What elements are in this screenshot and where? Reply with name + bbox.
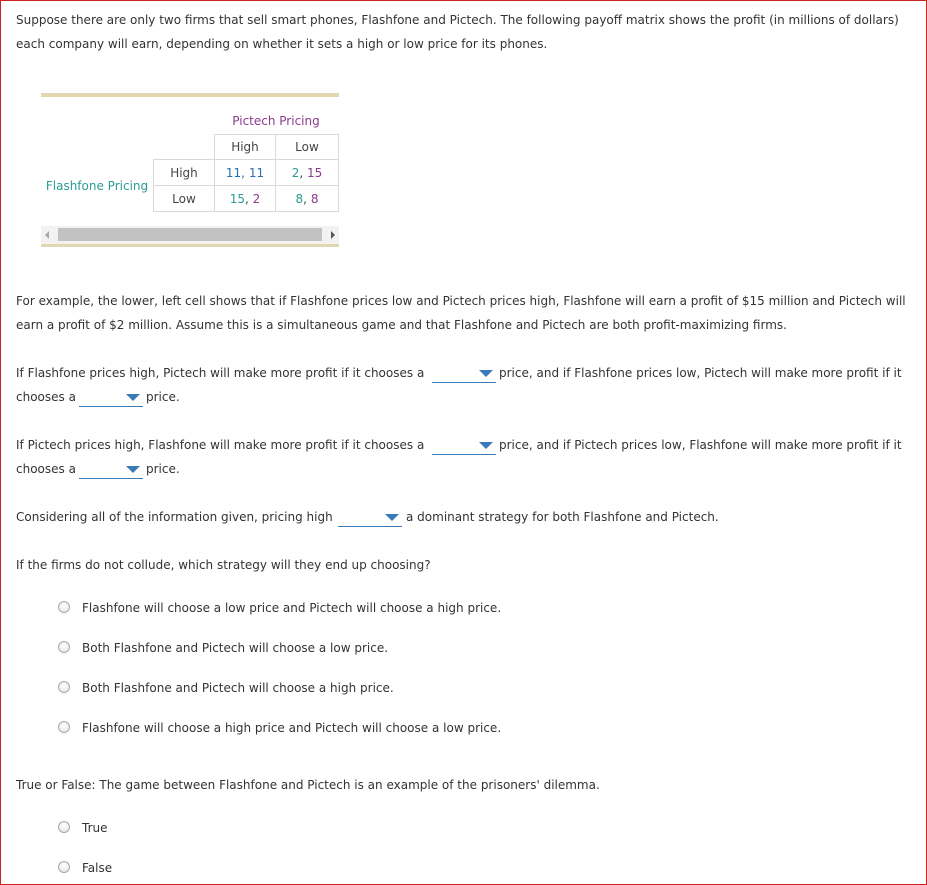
q4-option-3-label[interactable]: Both Flashfone and Pictech will choose a high price. [82,681,394,695]
q4-option-3-radio[interactable] [58,681,70,693]
q4-option-1-label[interactable]: Flashfone will choose a low price and Pictech will choose a high price. [82,601,502,615]
payoff-cell-low-low: 8, 8 [295,192,319,206]
intro-text: Suppose there are only two firms that sell smart phones, Flashfone and Pictech. The following payoff matrix shows the profit (in millions of dollars) each company will earn, depending on whether it sets a high or low price for its phones. [16,13,899,51]
q1-text-a: If Flashfone prices high, Pictech will make more profit if it chooses a [16,366,425,380]
row-header-high: High [170,166,198,180]
example-text: For example, the lower, left cell shows that if Flashfone prices low and Pictech prices high, Flashfone will earn a profit of $15 million and Pictech will earn a profit of $2 million. Assume this is a simultaneous game and that Flashfone and Pictech are both profit-maximizing firms. [16,294,906,332]
q1-text-d: price. [146,390,180,404]
q5-true-label[interactable]: True [82,821,108,835]
q2-text-b: price, and if Pictech prices low, Flashfone will make more profit if it [499,438,902,452]
chevron-down-icon [385,514,399,521]
matrix-bottom-border [41,244,339,247]
q4-option-2-label[interactable]: Both Flashfone and Pictech will choose a low price. [82,641,389,655]
q4-option-2-radio[interactable] [58,641,70,653]
scroll-right-icon[interactable] [331,231,335,239]
col-header-high: High [231,140,259,154]
row-header-low: Low [172,192,196,206]
q5-false-label[interactable]: False [82,861,113,875]
payoff-cell-low-high: 15, 2 [229,192,261,206]
flashfone-payoff: 8 [295,192,304,206]
horizontal-scrollbar[interactable] [41,226,339,244]
pictech-payoff: 15 [307,166,323,180]
q4-option-1-radio[interactable] [58,601,70,613]
q1-text-b: price, and if Flashfone prices low, Pictech will make more profit if it [499,366,902,380]
q1-dropdown-2[interactable] [79,388,143,407]
q3-dropdown[interactable] [338,508,402,527]
chevron-down-icon [126,466,140,473]
q2-text-a: If Pictech prices high, Flashfone will make more profit if it chooses a [16,438,425,452]
q5-false-radio[interactable] [58,861,70,873]
flashfone-payoff: 2 [291,166,300,180]
q4-option-4-label[interactable]: Flashfone will choose a high price and Pictech will choose a low price. [82,721,502,735]
col-header-low: Low [295,140,319,154]
q3-text-b: a dominant strategy for both Flashfone and Pictech. [406,510,719,524]
q2-text-c: chooses a [16,462,76,476]
q2-dropdown-2[interactable] [79,460,143,479]
payoff-cell-high-high: 11, 11 [225,166,265,180]
payoff-cell-high-low: 2, 15 [291,166,323,180]
col-player-label: Pictech Pricing [232,114,320,128]
q5-question: True or False: The game between Flashfone and Pictech is an example of the prisoners' dilemma. [16,778,600,792]
q2-dropdown-1[interactable] [432,436,496,455]
flashfone-payoff: 15 [229,192,245,206]
pictech-payoff: 8 [310,192,319,206]
q4-option-4-radio[interactable] [58,721,70,733]
scrollbar-thumb[interactable] [58,228,322,241]
flashfone-payoff: 11 [225,166,242,180]
q1-text-c: chooses a [16,390,76,404]
scroll-left-icon[interactable] [45,231,49,239]
pictech-payoff: 2 [252,192,261,206]
q5-true-radio[interactable] [58,821,70,833]
chevron-down-icon [126,394,140,401]
matrix-top-border [41,93,339,97]
q2-text-d: price. [146,462,180,476]
q1-dropdown-1[interactable] [432,364,496,383]
pictech-payoff: 11 [248,166,265,180]
q4-question: If the firms do not collude, which strategy will they end up choosing? [16,558,431,572]
chevron-down-icon [479,370,493,377]
row-player-label: Flashfone Pricing [45,179,149,193]
q3-text-a: Considering all of the information given, pricing high [16,510,333,524]
chevron-down-icon [479,442,493,449]
